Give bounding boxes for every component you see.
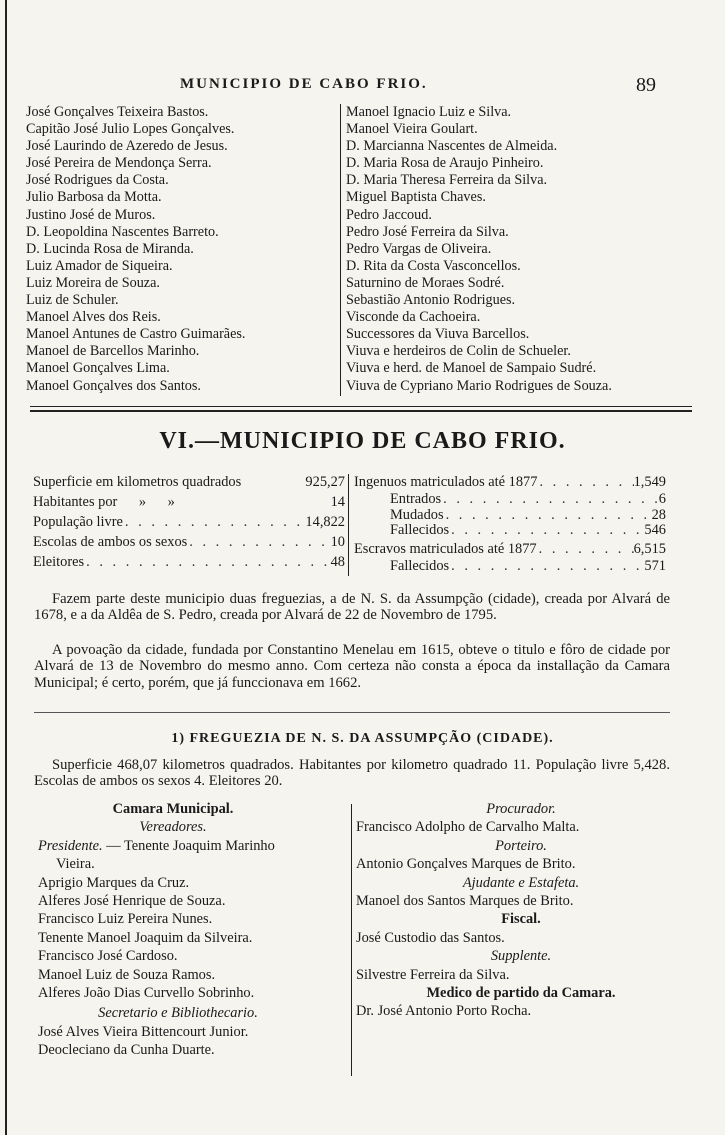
- divider-rule: [30, 410, 692, 412]
- list-item: José Gonçalves Teixeira Bastos.: [26, 104, 209, 120]
- page-number: 89: [636, 74, 656, 96]
- stat-row: [354, 523, 666, 539]
- list-item: Julio Barbosa da Motta.: [26, 189, 162, 206]
- list-item: D. Rita da Costa Vasconcellos.: [346, 257, 521, 274]
- list-item: Alferes José Henrique de Souza.: [38, 893, 226, 910]
- list-item: Miguel Baptista Chaves.: [346, 189, 486, 206]
- stat-row: [354, 508, 666, 524]
- freguezia-stats: Superficie 468,07 kilometros quadrados. Habitantes por kilometro quadrado 11. População livre 5,428. Escolas de ambos os sexos 4. Eleitores 20.: [34, 757, 670, 789]
- list-item: Viuva e herdeiros de Colin de Schueler.: [346, 343, 571, 360]
- list-item: Manoel de Barcellos Marinho.: [26, 343, 200, 360]
- paragraph-history: A povoação da cidade, fundada por Constantino Menelau em 1615, obteve o titulo e fôro de cidade por Alvará de 13 de Novembro do mesmo anno. Com certeza não consta a época da installação da Camara Municipal; é certo, porém, que já funccionava em 1662.: [34, 642, 670, 691]
- list-item: Deocleciano da Cunha Duarte.: [38, 1042, 215, 1059]
- stat-value: 10: [330, 534, 345, 550]
- camara-heading: Camara Municipal.: [112, 801, 234, 817]
- stat-label: Escolas de ambos os sexos: [33, 534, 188, 550]
- list-item: Aprigio Marques da Cruz.: [38, 874, 190, 891]
- procurador-heading: Procurador.: [486, 801, 556, 817]
- stat-row: [354, 472, 666, 492]
- list-item: Francisco José Cardoso.: [38, 948, 178, 965]
- stat-value: 14,822: [305, 514, 345, 530]
- medico-heading: Medico de partido da Camara.: [426, 985, 616, 1002]
- stat-value: 546: [644, 522, 666, 539]
- list-item: D. Leopoldina Nascentes Barreto.: [26, 223, 219, 240]
- list-item: José Pereira de Mendonça Serra.: [26, 155, 212, 172]
- stat-row: [354, 539, 666, 559]
- stat-row: [354, 492, 666, 508]
- fiscal-heading: Fiscal.: [501, 911, 541, 928]
- stat-label: Mudados: [390, 506, 444, 523]
- list-item: José Custodio das Santos.: [356, 929, 505, 946]
- list-item: Pedro Jaccoud.: [346, 206, 432, 223]
- stat-row: [33, 472, 345, 492]
- stat-row: [33, 492, 345, 512]
- list-item: Successores da Viuva Barcellos.: [346, 326, 530, 343]
- presidente-name: — Tenente Joaquim Marinho: [106, 837, 275, 854]
- page-header: [0, 74, 725, 98]
- list-item: José Alves Vieira Bittencourt Junior.: [38, 1023, 249, 1040]
- supplente-heading: Supplente.: [490, 948, 552, 965]
- stat-label: Ingenuos matriculados até 1877: [354, 474, 538, 490]
- list-item: D. Maria Rosa de Araujo Pinheiro.: [346, 155, 544, 172]
- continued-list-left: [26, 104, 338, 395]
- stats-left: [33, 472, 345, 572]
- list-item: Dr. José Antonio Porto Rocha.: [356, 1003, 532, 1020]
- page-edge: [5, 0, 7, 1135]
- column-divider: [351, 804, 352, 1076]
- stat-label: População livre: [33, 514, 123, 530]
- list-item: Manoel Ignacio Luiz e Silva.: [346, 104, 512, 120]
- stats-right: [354, 472, 666, 574]
- secretario-heading: Secretario e Bibliothecario.: [98, 1005, 258, 1022]
- list-item: Francisco Luiz Pereira Nunes.: [38, 911, 213, 928]
- stat-label: Escravos matriculados até 1877: [354, 540, 537, 557]
- stat-value: 571: [644, 557, 666, 574]
- list-item: Tenente Manoel Joaquim da Silveira.: [38, 929, 253, 946]
- stat-value: 1,549: [633, 474, 666, 490]
- list-item: D. Maria Theresa Ferreira da Silva.: [346, 172, 548, 189]
- list-item: Luiz Moreira de Souza.: [26, 274, 160, 291]
- stat-row: [354, 559, 666, 575]
- paragraph-freguezias: Fazem parte deste municipio duas freguezias, a de N. S. da Assumpção (cidade), creada por Alvará de 1678, e a da Aldêa de S. Pedro, creada por Alvará de 22 de Novembro de 1795.: [34, 591, 670, 624]
- freguezia-title: 1) FREGUEZIA DE N. S. DA ASSUMPÇÃO (CIDADE).: [171, 731, 554, 746]
- column-divider: [340, 104, 341, 396]
- stat-row: [33, 512, 345, 532]
- stat-value: 6: [658, 491, 666, 507]
- list-item: Pedro José Ferreira da Silva.: [346, 223, 509, 240]
- list-item: Manoel Alves dos Reis.: [26, 309, 161, 326]
- officials-column: [356, 800, 686, 1021]
- list-item: Manoel Luiz de Souza Ramos.: [38, 966, 216, 983]
- list-item: Saturnino de Moraes Sodré.: [346, 274, 505, 291]
- list-item: Alferes João Dias Curvello Sobrinho.: [38, 985, 255, 1002]
- stat-row: [33, 532, 345, 552]
- stat-label: Habitantes por » »: [33, 494, 175, 510]
- list-item: Manoel Gonçalves dos Santos.: [26, 377, 201, 394]
- list-item: Antonio Gonçalves Marques de Brito.: [356, 856, 576, 873]
- list-item: Visconde da Cachoeira.: [346, 309, 481, 326]
- stat-row: [33, 552, 345, 572]
- stat-label: Entrados: [390, 491, 442, 507]
- list-item: Luiz de Schuler.: [26, 292, 119, 309]
- stat-value: 925,27: [305, 474, 345, 490]
- list-item: José Rodrigues da Costa.: [26, 172, 169, 189]
- list-item: D. Lucinda Rosa de Miranda.: [26, 240, 194, 257]
- stat-value: 6,515: [633, 540, 666, 557]
- list-item: Sebastião Antonio Rodrigues.: [346, 292, 516, 309]
- vereadores-heading: Vereadores.: [139, 819, 207, 836]
- list-item: Manoel Vieira Goulart.: [346, 121, 478, 138]
- list-item: Manoel Antunes de Castro Guimarães.: [26, 326, 246, 343]
- list-item: Viuva de Cypriano Mario Rodrigues de Souza.: [346, 377, 612, 394]
- stat-label: Fallecidos: [390, 557, 450, 574]
- divider-rule: [34, 712, 670, 713]
- list-item: Silvestre Ferreira da Silva.: [356, 966, 510, 983]
- section-title: VI.—MUNICIPIO DE CABO FRIO.: [159, 428, 566, 454]
- list-item: Viuva e herd. de Manoel de Sampaio Sudré.: [346, 360, 597, 377]
- divider-rule: [30, 406, 692, 407]
- list-item: Luiz Amador de Siqueira.: [26, 257, 173, 274]
- list-item: Capitão José Julio Lopes Gonçalves.: [26, 121, 235, 138]
- presidente-line: [38, 837, 348, 855]
- list-item: Manoel Gonçalves Lima.: [26, 360, 170, 377]
- column-divider: [348, 474, 349, 576]
- continued-list-right: [346, 104, 692, 395]
- list-item: Justino José de Muros.: [26, 206, 156, 223]
- list-item: D. Marcianna Nascentes de Almeida.: [346, 138, 558, 155]
- stat-label: Fallecidos: [390, 522, 450, 539]
- stat-label: Superficie em kilometros quadrados: [33, 474, 242, 490]
- porteiro-heading: Porteiro.: [495, 837, 547, 854]
- stat-value: 48: [330, 554, 345, 570]
- presidente-label: Presidente.: [38, 837, 103, 854]
- camara-column: [38, 800, 348, 1060]
- ajudante-heading: Ajudante e Estafeta.: [462, 874, 580, 891]
- list-item: Manoel dos Santos Marques de Brito.: [356, 893, 574, 910]
- presidente-cont: Vieira.: [56, 856, 95, 873]
- running-title: MUNICIPIO DE CABO FRIO.: [180, 76, 428, 92]
- stat-value: 14: [330, 494, 345, 510]
- stat-label: Eleitores: [33, 554, 85, 570]
- list-item: José Laurindo de Azeredo de Jesus.: [26, 138, 228, 155]
- stat-value: 28: [651, 506, 666, 523]
- list-item: Pedro Vargas de Oliveira.: [346, 240, 492, 257]
- list-item: Francisco Adolpho de Carvalho Malta.: [356, 819, 580, 836]
